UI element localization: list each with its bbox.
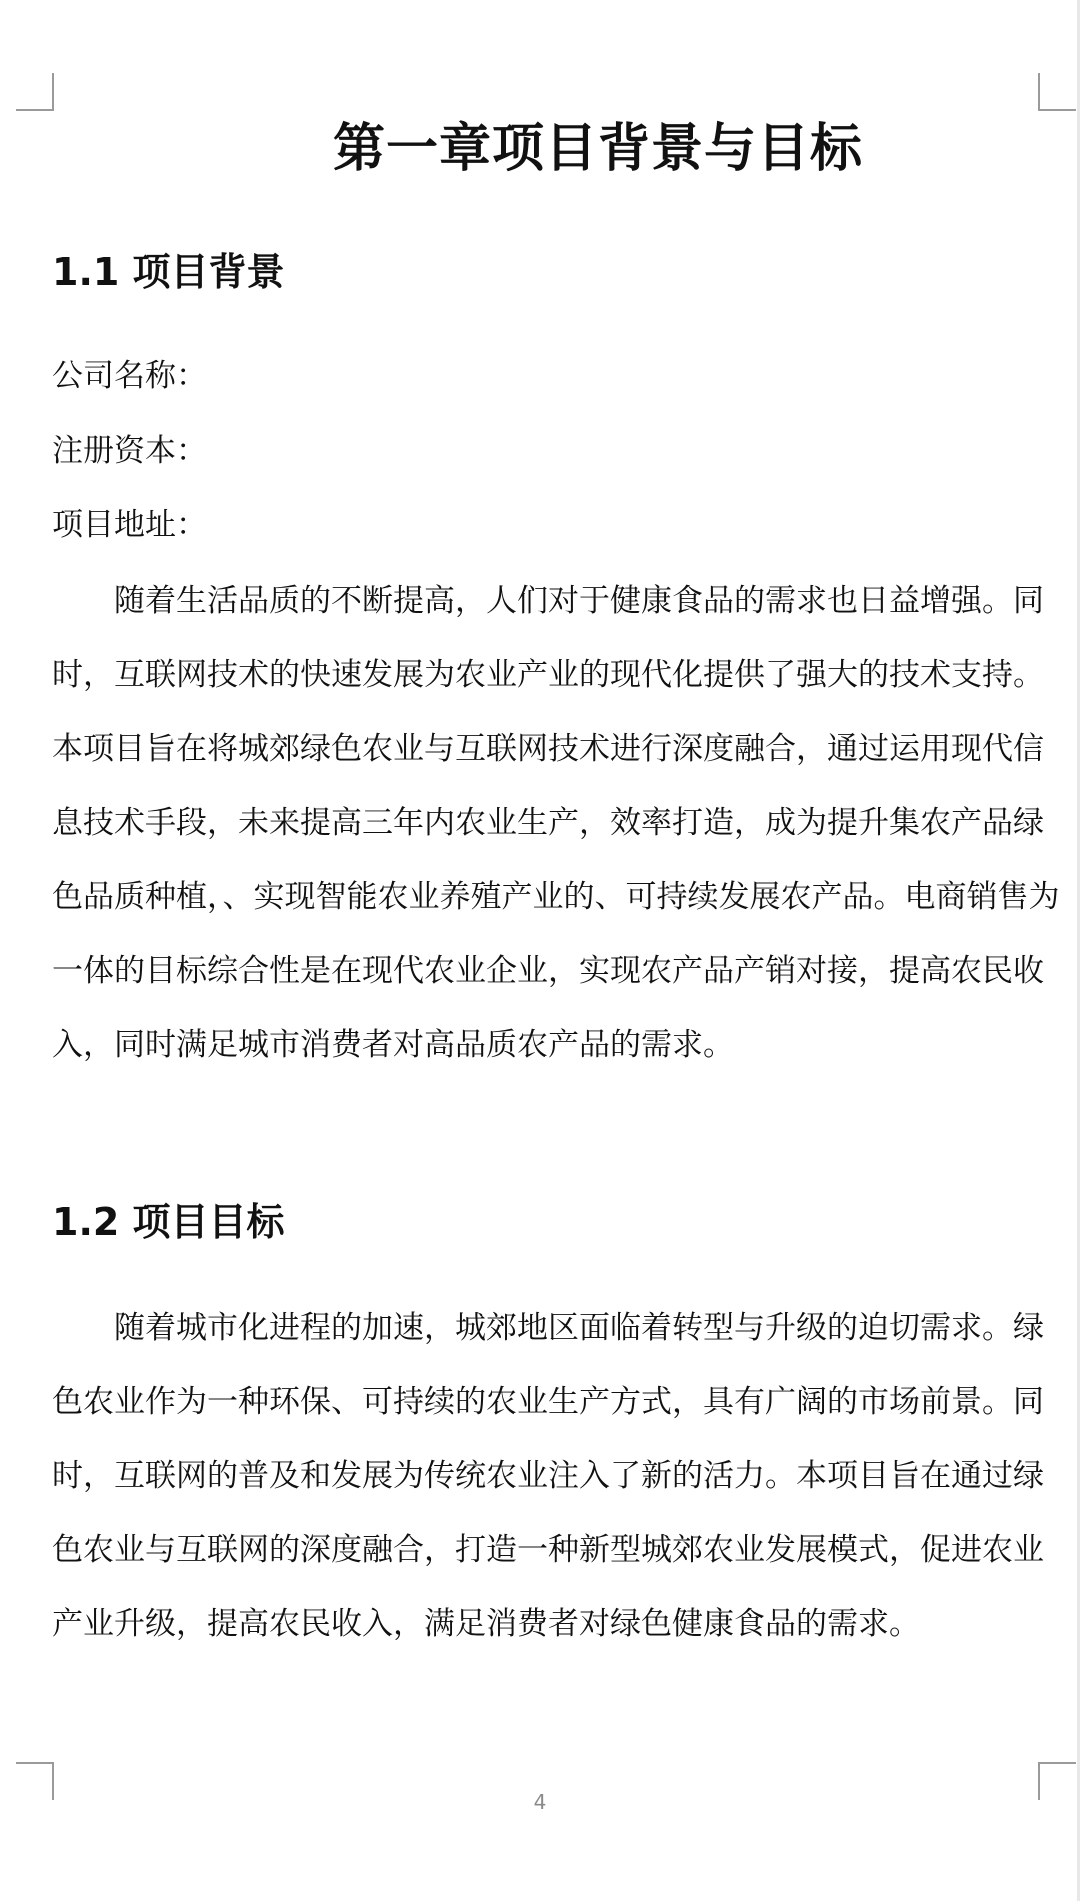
paragraph-background: 随着生活品质的不断提高，人们对于健康食品的需求也日益增强。同时，互联网技术的快速发展为农业产业的现代化提供了强大的技术支持。本项目旨在将城郊绿色农业与互联网技术进行深度融合，通过运用现代信息技术手段，未来提高三年内农业生产，效率打造，成为提升集农产品绿色品质种植，、实现智能农业养殖产业的、可持续发展农产品。电商销售为一体的目标综合性是在现代农业企业，实现农产品产销对接，提高农民收入，同时满足城市消费者对高品质农产品的需求。 — [52, 583, 1060, 1063]
field-project-address: 项目地址： — [52, 507, 207, 543]
section-heading-background: 1.1 项目背景 — [52, 250, 285, 294]
section-heading-goals: 1.2 项目目标 — [52, 1200, 285, 1244]
crop-mark-top-right — [1038, 73, 1076, 111]
paragraph-goals: 随着城市化进程的加速，城郊地区面临着转型与升级的迫切需求。绿色农业作为一种环保、可持续的农业生产方式，具有广阔的市场前景。同时，互联网的普及和发展为传统农业注入了新的活力。本项目旨在通过绿色农业与互联网的深度融合，打造一种新型城郊农业发展模式，促进农业产业升级，提高农民收入，满足消费者对绿色健康食品的需求。 — [52, 1310, 1044, 1642]
page-number: 4 — [533, 1790, 547, 1814]
crop-mark-top-left — [16, 73, 54, 111]
field-registered-capital: 注册资本： — [52, 433, 207, 469]
chapter-title: 第一章项目背景与目标 — [332, 119, 863, 179]
field-company-name: 公司名称： — [52, 358, 207, 394]
